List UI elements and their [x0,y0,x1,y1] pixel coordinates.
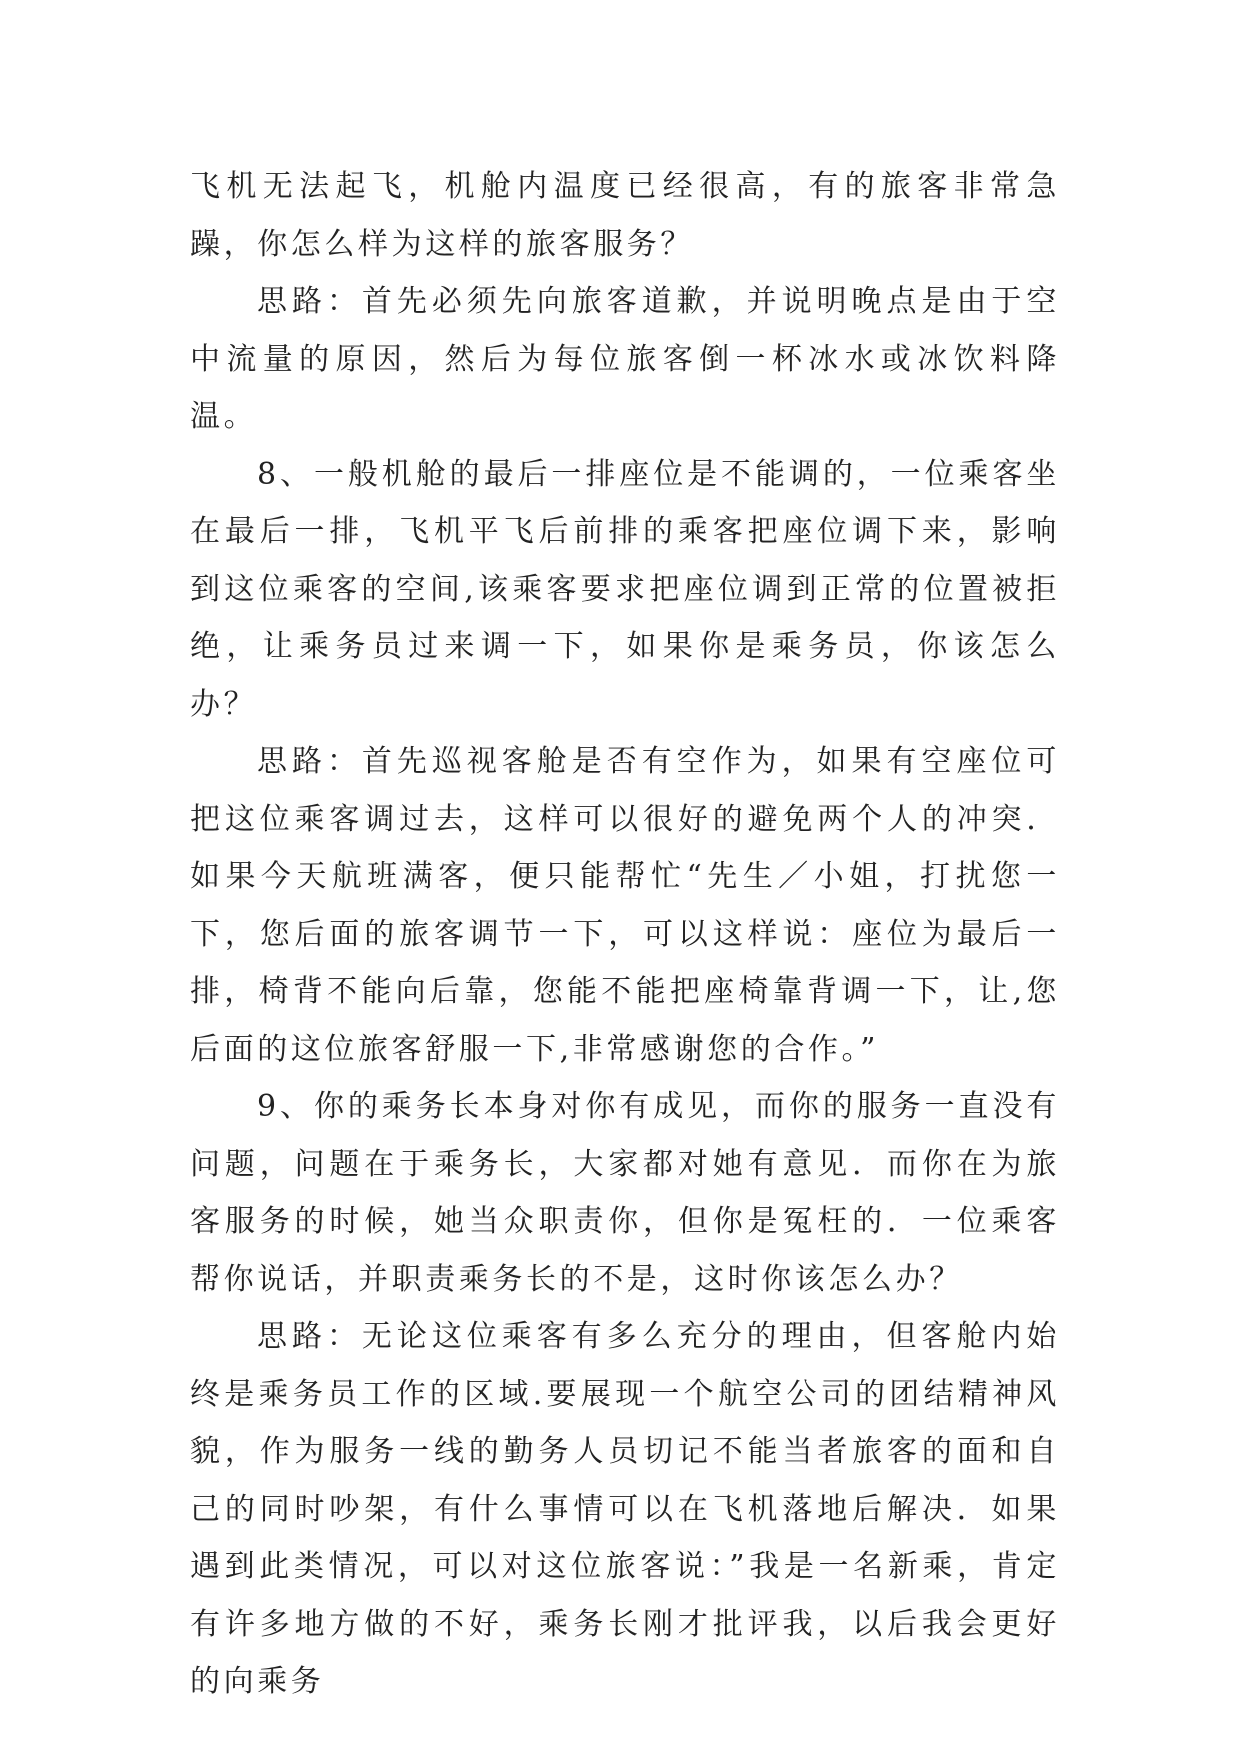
paragraph: 思路：无论这位乘客有多么充分的理由，但客舱内始终是乘务员工作的区域.要展现一个航空公司的团结精神风貌，作为服务一线的勤务人员切记不能当者旅客的面和自己的同时吵架，有什么事情可以在飞机落地后解决．如果遇到此类情况，可以对这位旅客说：”我是一名新乘，肯定有许多地方做的不好，乘务长刚才批评我，以后我会更好的向乘务 [190,1319,1060,1699]
document-body [190,158,1060,1711]
paragraph: 飞机无法起飞，机舱内温度已经很高，有的旅客非常急躁，你怎么样为这样的旅客服务？ [190,169,1060,262]
paragraph: 9、你的乘务长本身对你有成见，而你的服务一直没有问题，问题在于乘务长，大家都对她有意见．而你在为旅客服务的时候，她当众职责你，但你是冤枉的．一位乘客帮你说话，并职责乘务长的不是，这时你该怎么办？ [190,1089,1060,1297]
paragraph: 思路：首先巡视客舱是否有空作为，如果有空座位可把这位乘客调过去，这样可以很好的避免两个人的冲突．如果今天航班满客，便只能帮忙“先生／小姐，打扰您一下，您后面的旅客调节一下，可以这样说：座位为最后一排，椅背不能向后靠，您能不能把座椅靠背调一下，让,您后面的这位旅客舒服一下,非常感谢您的合作。” [190,744,1060,1067]
paragraph: 8、一般机舱的最后一排座位是不能调的，一位乘客坐在最后一排，飞机平飞后前排的乘客把座位调下来，影响到这位乘客的空间,该乘客要求把座位调到正常的位置被拒绝，让乘务员过来调一下，如果你是乘务员，你该怎么办？ [190,456,1060,722]
paragraph: 思路：首先必须先向旅客道歉，并说明晚点是由于空中流量的原因，然后为每位旅客倒一杯冰水或冰饮料降温。 [190,284,1060,434]
